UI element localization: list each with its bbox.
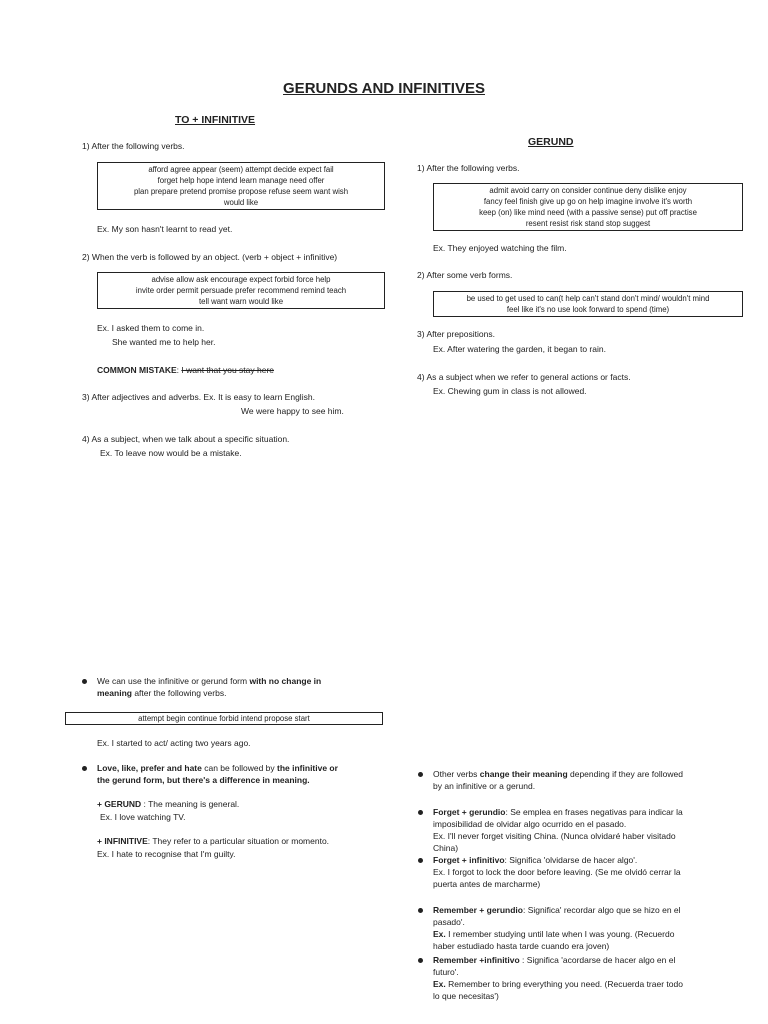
gerund-meaning	[97, 798, 239, 810]
remember-gerund-label: Remember + gerundio	[433, 905, 523, 915]
common-mistake: COMMON MISTAKE: I want that you stay here	[97, 365, 274, 375]
remember-gerund-l2: pasado'.	[433, 917, 465, 927]
infinitive-example: Ex. I hate to recognise that I'm guilty.	[97, 849, 236, 859]
difference-mid: can be followed by	[201, 763, 278, 773]
gerund-label: + GERUND	[97, 799, 142, 809]
infinitive-meaning	[97, 835, 329, 847]
box-line: afford agree appear (seem) attempt decide expect fail	[148, 165, 334, 174]
inf-verbs-box-1	[97, 162, 385, 210]
remember-infinitive-label: Remember +infinitivo	[433, 955, 520, 965]
inf-section1-example: Ex. My son hasn't learnt to read yet.	[97, 224, 233, 234]
ger-verbs-box-2	[433, 291, 743, 317]
box-line: feel like it's no use look forward to spend (time)	[506, 305, 670, 314]
bullet-icon	[418, 958, 423, 963]
no-change-rest: after the following verbs.	[131, 688, 227, 698]
forget-gerund-label: Forget + gerundio	[433, 807, 506, 817]
remember-infinitive-bullet	[433, 954, 743, 1002]
remember-infinitive-l1: : Significa 'acordarse de hacer algo en el	[519, 955, 676, 965]
forget-gerund-l1: : Se emplea en frases negativas para indicar la	[505, 807, 683, 817]
bullet-icon	[418, 772, 423, 777]
gerund-text: : The meaning is general.	[141, 799, 240, 809]
inf-section1-label: 1) After the following verbs.	[82, 141, 185, 151]
ger-section2-label: 2) After some verb forms.	[417, 270, 513, 280]
box-line: admit avoid carry on consider continue deny dislike enjoy	[489, 186, 687, 195]
remember-gerund-ex-label: Ex.	[433, 929, 446, 939]
box-line: fancy feel finish give up go on help imagine involve it's worth	[483, 197, 693, 206]
box-line: invite order permit persuade prefer recommend remind teach	[135, 286, 347, 295]
box-line: forget help hope intend learn manage need offer	[157, 176, 325, 185]
inf-section2-ex2: She wanted me to help her.	[112, 337, 216, 347]
forget-infinitive-l1: : Significa 'olvidarse de hacer algo'.	[504, 855, 638, 865]
no-change-example: Ex. I started to act/ acting two years ago.	[97, 738, 251, 748]
box-line: be used to get used to can(t help can't stand don't mind/ wouldn't mind	[466, 294, 710, 303]
bullet-icon	[418, 810, 423, 815]
common-mistake-text: I want that you stay here	[181, 365, 274, 375]
inf-verbs-box-2	[97, 272, 385, 309]
no-change-verbs-box: attempt begin continue forbid intend propose start	[65, 712, 383, 725]
forget-infinitive-l2: Ex. I forgot to lock the door before leaving. (Se me olvidó cerrar la	[433, 867, 681, 877]
difference-bold2: the infinitive or	[277, 763, 338, 773]
bullet-icon	[418, 858, 423, 863]
forget-gerund-bullet	[433, 806, 743, 854]
forget-infinitive-label: Forget + infinitivo	[433, 855, 505, 865]
forget-infinitive-l3: puerta antes de marcharme)	[433, 879, 541, 889]
inf-section4-label: 4) As a subject, when we talk about a specific situation.	[82, 434, 290, 444]
inf-section3-label: 3) After adjectives and adverbs. Ex. It is easy to learn English.	[82, 392, 315, 402]
remember-gerund-l3: I remember studying until late when I was young. (Recuerdo	[445, 929, 675, 939]
common-mistake-label: COMMON MISTAKE	[97, 365, 177, 375]
no-change-bullet	[97, 675, 387, 699]
inf-section4-example: Ex. To leave now would be a mistake.	[100, 448, 242, 458]
change-line2: by an infinitive or a gerund.	[433, 781, 536, 791]
no-change-pre: We can use the infinitive or gerund form	[97, 676, 250, 686]
remember-infinitive-l3: Remember to bring everything you need. (Recuerda traer todo	[445, 979, 683, 989]
bullet-icon	[82, 766, 87, 771]
change-bold: change their meaning	[479, 769, 568, 779]
remember-infinitive-l4: lo que necesitas')	[433, 991, 499, 1001]
bullet-icon	[418, 908, 423, 913]
difference-line2: the gerund form, but there's a difference in meaning.	[97, 775, 310, 785]
ger-section4-label: 4) As a subject when we refer to general actions or facts.	[417, 372, 631, 382]
forget-gerund-l3: Ex. I'll never forget visiting China. (Nunca olvidaré haber visitado	[433, 831, 676, 841]
forget-gerund-l4: China)	[433, 843, 459, 853]
box-line: plan prepare pretend promise propose refuse seem want wish	[133, 187, 349, 196]
inf-section2-ex1: Ex. I asked them to come in.	[97, 323, 205, 333]
box-line: would like	[223, 198, 259, 207]
ger-section4-example: Ex. Chewing gum in class is not allowed.	[433, 386, 587, 396]
inf-section2-label: 2) When the verb is followed by an object. (verb + object + infinitive)	[82, 252, 338, 262]
page-title: GERUNDS AND INFINITIVES	[283, 80, 485, 97]
gerund-heading: GERUND	[528, 136, 574, 148]
box-line: advise allow ask encourage expect forbid force help	[151, 275, 331, 284]
no-change-bold: with no change in	[249, 676, 322, 686]
change-post: depending if they are followed	[567, 769, 683, 779]
inf-section3-ex2: We were happy to see him.	[241, 406, 344, 416]
ger-verbs-box-1	[433, 183, 743, 231]
difference-bullet	[97, 762, 397, 786]
no-change-bold2: meaning	[97, 688, 132, 698]
forget-gerund-l2: imposibilidad de olvidar algo ocurrido en el pasado.	[433, 819, 627, 829]
infinitive-heading: TO + INFINITIVE	[175, 114, 256, 126]
remember-gerund-l4: haber estudiado hasta tarde cuando era joven)	[433, 941, 610, 951]
box-line: tell want warn would like	[198, 297, 284, 306]
infinitive-label: + INFINITIVE	[97, 836, 148, 846]
gerund-example: Ex. I love watching TV.	[100, 812, 186, 822]
box-line: resent resist risk stand stop suggest	[525, 219, 651, 228]
change-meaning-bullet	[433, 768, 743, 792]
ger-section3-example: Ex. After watering the garden, it began to rain.	[433, 344, 606, 354]
forget-infinitive-bullet	[433, 854, 743, 890]
bullet-icon	[82, 679, 87, 684]
remember-infinitive-l2: futuro'.	[433, 967, 459, 977]
remember-gerund-bullet	[433, 904, 743, 952]
change-pre: Other verbs	[433, 769, 480, 779]
ger-section1-example: Ex. They enjoyed watching the film.	[433, 243, 567, 253]
infinitive-text: : They refer to a particular situation or momento.	[147, 836, 330, 846]
difference-verbs: Love, like, prefer and hate	[97, 763, 202, 773]
box-line: keep (on) like mind need (with a passive sense) put off practise	[479, 208, 697, 217]
remember-infinitive-ex-label: Ex.	[433, 979, 446, 989]
ger-section3-label: 3) After prepositions.	[417, 329, 495, 339]
remember-gerund-l1: : Significa' recordar algo que se hizo en el	[522, 905, 681, 915]
ger-section1-label: 1) After the following verbs.	[417, 163, 520, 173]
